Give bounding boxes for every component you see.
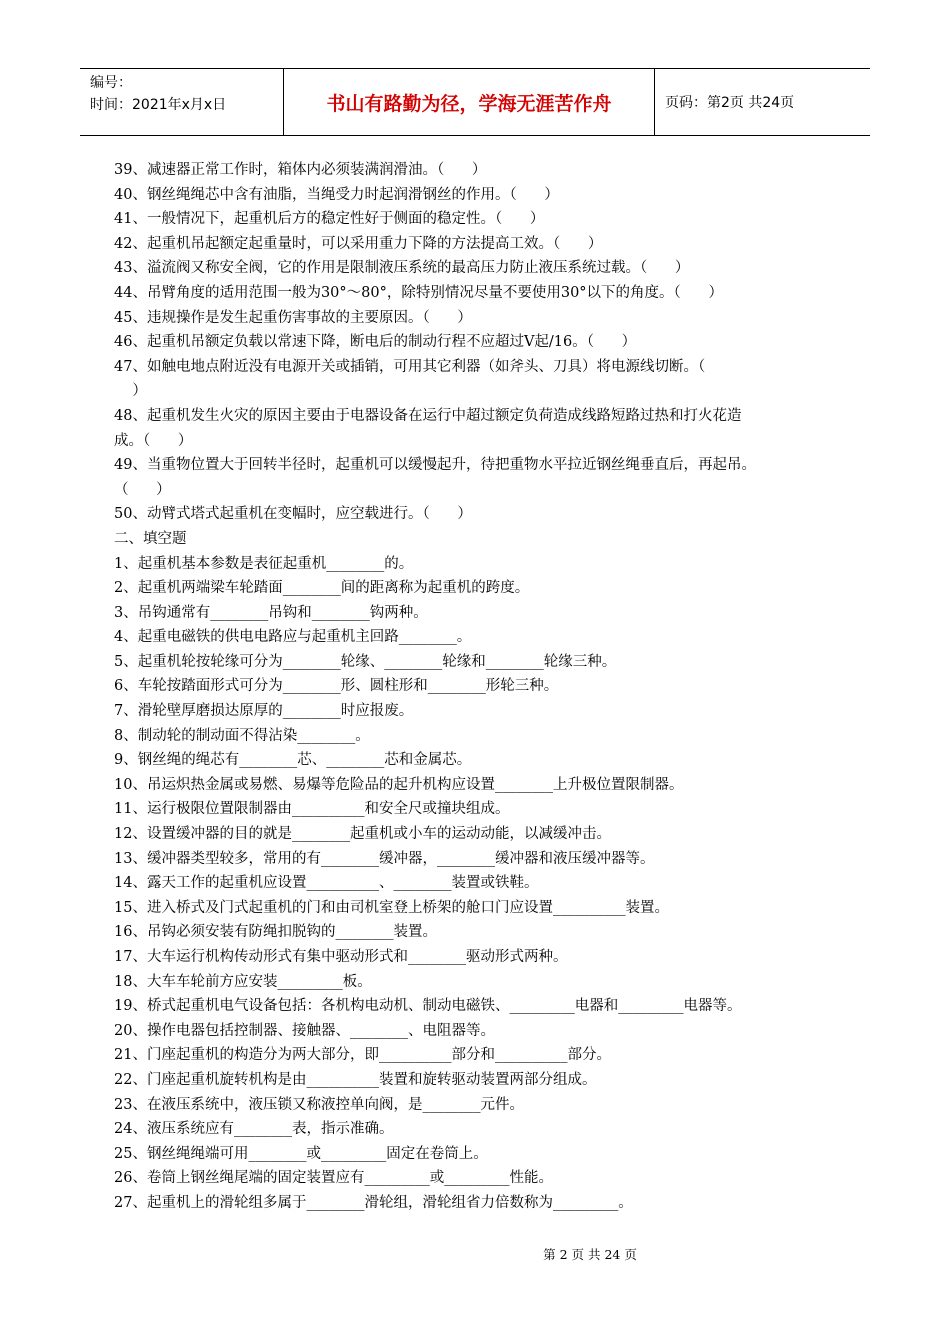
text-line: 6、车轮按踏面形式可分为________形、圆柱形和________形轮三种。 [114,678,559,695]
text-line: 4、起重电磁铁的供电电路应与起重机主回路________。 [114,629,472,646]
text-line: 9、钢丝绳的绳芯有________芯、________芯和金属芯。 [114,752,472,769]
text-line: 13、缓冲器类型较多，常用的有________缓冲器，________缓冲器和液压缓冲器等。 [114,850,655,867]
text-line: 50、动臂式塔式起重机在变幅时，应空载进行。（ ） [114,506,472,523]
text-line: 成。（ ） [114,432,193,449]
text-line: 41、一般情况下，起重机后方的稳定性好于侧面的稳定性。（ ） [114,211,545,228]
text-line: 49、当重物位置大于回转半径时，起重机可以缓慢起升，待把重物水平拉近钢丝绳垂直后，再起吊。 [114,457,756,474]
text-line: 14、露天工作的起重机应设置__________、________装置或铁鞋。 [114,875,539,892]
page-footer: 第 2 页 共 24 页 [543,1247,637,1262]
text-line: 45、违规操作是发生起重伤害事故的主要原因。（ ） [114,309,472,326]
text-line: 22、门座起重机旋转机构是由__________装置和旋转驱动装置两部分组成。 [114,1071,597,1088]
text-line: 10、吊运炽热金属或易燃、易爆等危险品的起升机构应设置________上升极位置限制器。 [114,776,684,793]
text-line: 7、滑轮壁厚磨损达原厚的________时应报废。 [114,703,414,720]
text-line: 2、起重机两端梁车轮踏面________间的距离称为起重机的跨度。 [114,580,530,597]
text-line: 16、吊钩必须安装有防绳扣脱钩的________装置。 [114,924,437,941]
text-line: 3、吊钩通常有________吊钩和________钩两种。 [114,604,428,621]
page-header [80,68,870,136]
text-line: 25、钢丝绳绳端可用________或_________固定在卷筒上。 [114,1145,488,1162]
text-line: 20、操作电器包括控制器、接触器、________、电阻器等。 [114,1022,495,1039]
text-line: 42、起重机吊起额定起重量时，可以采用重力下降的方法提高工效。（ ） [114,235,603,252]
text-line: 18、大车车轮前方应安装_________板。 [114,973,372,990]
text-line: 48、起重机发生火灾的原因主要由于电器设备在运行中超过额定负荷造成线路短路过热和打火花造 [114,407,742,424]
header-number-label: 编号： [90,75,132,91]
header-time-label: 时间：2021年x月x日 [90,97,227,113]
header-page-label: 页码：第2页 共24页 [665,95,795,111]
header-motto: 书山有路勤为径，学海无涯苦作舟 [283,69,655,135]
text-line: 17、大车运行机构传动形式有集中驱动形式和________驱动形式两种。 [114,949,568,965]
header-meta [80,69,283,135]
text-line: 19、桥式起重机电气设备包括：各机构电动机、制动电磁铁、_________电器和_________电器等。 [114,998,742,1015]
text-line: 1、起重机基本参数是表征起重机________的。 [114,555,414,572]
text-line: （ ） [114,481,171,498]
text-line: 43、溢流阀又称安全阀，它的作用是限制液压系统的最高压力防止液压系统过载。（ ） [114,260,690,277]
text-line: 26、卷筒上钢丝绳尾端的固定装置应有_________或_________性能。 [114,1170,553,1187]
text-line: 40、钢丝绳绳芯中含有油脂，当绳受力时起润滑钢丝的作用。（ ） [114,186,559,203]
text-line: 8、制动轮的制动面不得沾染________。 [114,727,370,744]
document-body [114,158,854,1216]
text-line: ） [114,383,147,400]
text-line: 12、设置缓冲器的目的就是________起重机或小车的运动动能，以减缓冲击。 [114,826,611,843]
text-line: 39、减速器正常工作时，箱体内必须装满润滑油。（ ） [114,162,487,178]
text-line: 11、运行极限位置限制器由__________和安全尺或撞块组成。 [114,801,510,818]
text-line: 二、填空题 [114,530,187,547]
text-line: 21、门座起重机的构造分为两大部分，即__________部分和__________部分。 [114,1047,611,1064]
text-line: 5、起重机轮按轮缘可分为________轮缘、________轮缘和________轮缘三种。 [114,653,617,670]
text-line: 27、起重机上的滑轮组多属于________滑轮组，滑轮组省力倍数称为_________。 [114,1194,633,1211]
text-line: 23、在液压系统中，液压锁又称液控单向阀，是________元件。 [114,1096,524,1113]
text-line: 24、液压系统应有________表，指示准确。 [114,1121,394,1138]
text-line: 15、进入桥式及门式起重机的门和由司机室登上桥架的舱口门应设置__________装置。 [114,899,669,916]
text-line: 47、如触电地点附近没有电源开关或插销，可用其它利器（如斧头、刀具）将电源线切断。（ [114,358,706,375]
text-line: 46、起重机吊额定负载以常速下降，断电后的制动行程不应超过V起/16。（ ） [114,334,637,351]
text-line: 44、吊臂角度的适用范围一般为30°～80°，除特别情况尽量不要使用30°以下的角度。（ ） [114,284,723,301]
